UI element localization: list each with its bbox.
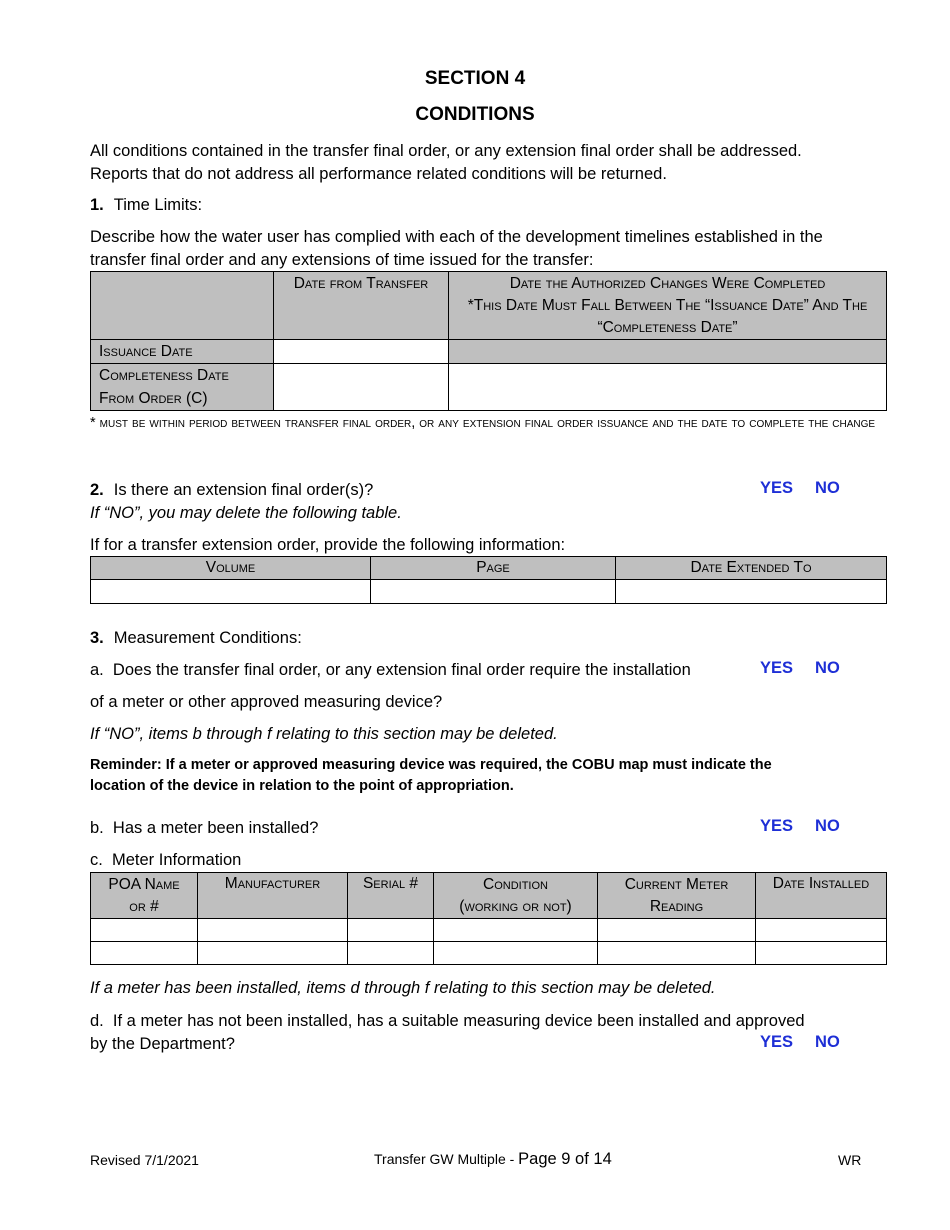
date-completed-header-line1: Date the Authorized Changes Were Completed [509,275,826,292]
issuance-date-label: Issuance Date [91,340,274,364]
item1-label: Time Limits: [113,196,203,214]
poa-header [91,873,198,919]
page-header: Page [371,557,616,580]
meter-row2-date[interactable] [756,942,887,965]
completeness-date-completed-cell[interactable] [449,364,887,411]
condition-header [434,873,598,919]
item3a-no-option[interactable]: NO [815,659,840,677]
item2-number: 2. [90,481,104,499]
condition-header-line2: (working or not) [459,897,572,915]
date-installed-header: Date Installed [756,873,887,919]
footer-center [374,1150,612,1169]
item3d-yes-no [760,1033,880,1052]
item3d-yes-option[interactable]: YES [760,1033,794,1051]
condition-header-line1: Condition [483,875,548,893]
date-extended-cell[interactable] [616,580,887,604]
item2-yes-no [760,479,880,498]
meter-row2-reading[interactable] [598,942,756,965]
item2-lead: If for a transfer extension order, provide the following information: [90,536,566,554]
date-completed-header [449,272,887,340]
manufacturer-header: Manufacturer [198,873,348,919]
completeness-date-from-transfer-cell[interactable] [274,364,449,411]
reading-header-line1: Current Meter [624,875,729,893]
poa-header-line1: POA Name [108,875,180,893]
item3b-no-option[interactable]: NO [815,817,840,835]
section-title: SECTION 4 [424,68,526,89]
volume-cell[interactable] [91,580,371,604]
item3d-line2: by the Department? [90,1035,235,1053]
item3d-line1: d. If a meter has not been installed, has a suitable measuring device been installed and approved [90,1012,805,1030]
poa-header-line2: or # [129,897,159,915]
page-cell[interactable] [371,580,616,604]
item3a-yes-no [760,659,880,678]
item2-no-option[interactable]: NO [815,479,840,497]
serial-header: Serial # [348,873,434,919]
meter-row1-condition[interactable] [434,919,598,942]
meter-row1-date[interactable] [756,919,887,942]
item3b-question: b. Has a meter been installed? [90,819,319,837]
item2-question-text: Is there an extension final order(s)? [113,481,374,499]
item1-heading [90,194,202,217]
extension-table [90,556,887,604]
item2-yes-option[interactable]: YES [760,479,794,497]
item1-description: Describe how the water user has complied with each of the development timelines established in the transfer final order and any extensions of time issued for the transfer: [90,228,823,269]
item3c-hint: If a meter has been installed, items d through f relating to this section may be deleted. [90,979,716,997]
section-subtitle: CONDITIONS [415,104,535,125]
meter-row2-manufacturer[interactable] [198,942,348,965]
item3a-hint: If “NO”, items b through f relating to this section may be deleted. [90,725,558,743]
time-limits-footnote: * must be within period between transfer final order, or any extension final order issuance and the date to complete the change [90,415,876,431]
volume-header: Volume [91,557,371,580]
item3-label: Measurement Conditions: [113,629,302,647]
date-from-transfer-header: Date from Transfer [274,272,449,340]
issuance-date-from-transfer-cell[interactable] [274,340,449,364]
item1-number: 1. [90,196,104,214]
reading-header [598,873,756,919]
time-table-corner-header [91,272,274,340]
footer-page-number: Page 9 of 14 [518,1150,612,1168]
item2-hint: If “NO”, you may delete the following table. [90,504,402,522]
meter-row2-poa[interactable] [91,942,198,965]
item3d-no-option[interactable]: NO [815,1033,840,1051]
reminder-note: Reminder: If a meter or approved measuring device was required, the COBU map must indicate the location of the device in relation to the point of appropriation. [90,757,772,794]
intro-paragraph: All conditions contained in the transfer final order, or any extension final order shall be addressed. Reports that do not address all performance related conditions will be returned. [90,142,802,183]
item3a-yes-option[interactable]: YES [760,659,794,677]
meter-row1-reading[interactable] [598,919,756,942]
meter-row2-condition[interactable] [434,942,598,965]
meter-row1-manufacturer[interactable] [198,919,348,942]
completeness-date-label [91,364,274,411]
item3-heading [90,627,302,650]
completeness-date-label-line1: Completeness Date [99,367,229,384]
completeness-date-label-line2: From Order (C) [99,390,208,407]
item3-number: 3. [90,629,104,647]
item2-question [90,479,373,502]
issuance-date-completed-cell [449,340,887,364]
item3b-yes-no [760,817,880,836]
footer-code: WR [838,1152,862,1168]
meter-row2-serial[interactable] [348,942,434,965]
item3b-yes-option[interactable]: YES [760,817,794,835]
meter-info-table [90,872,887,965]
date-extended-header: Date Extended To [616,557,887,580]
footer-revised: Revised 7/1/2021 [90,1152,199,1168]
reading-header-line2: Reading [649,897,704,915]
meter-row1-serial[interactable] [348,919,434,942]
item3a-line2: of a meter or other approved measuring device? [90,693,443,711]
item3a-line1: a. Does the transfer final order, or any extension final order require the installation [90,661,691,679]
time-limits-table [90,271,887,411]
footer-form-name: Transfer GW Multiple - [374,1151,519,1167]
item3c-label: c. Meter Information [90,851,242,869]
date-completed-header-line2: *This Date Must Fall Between The “Issuance Date” And The “Completeness Date” [467,297,868,336]
meter-row1-poa[interactable] [91,919,198,942]
